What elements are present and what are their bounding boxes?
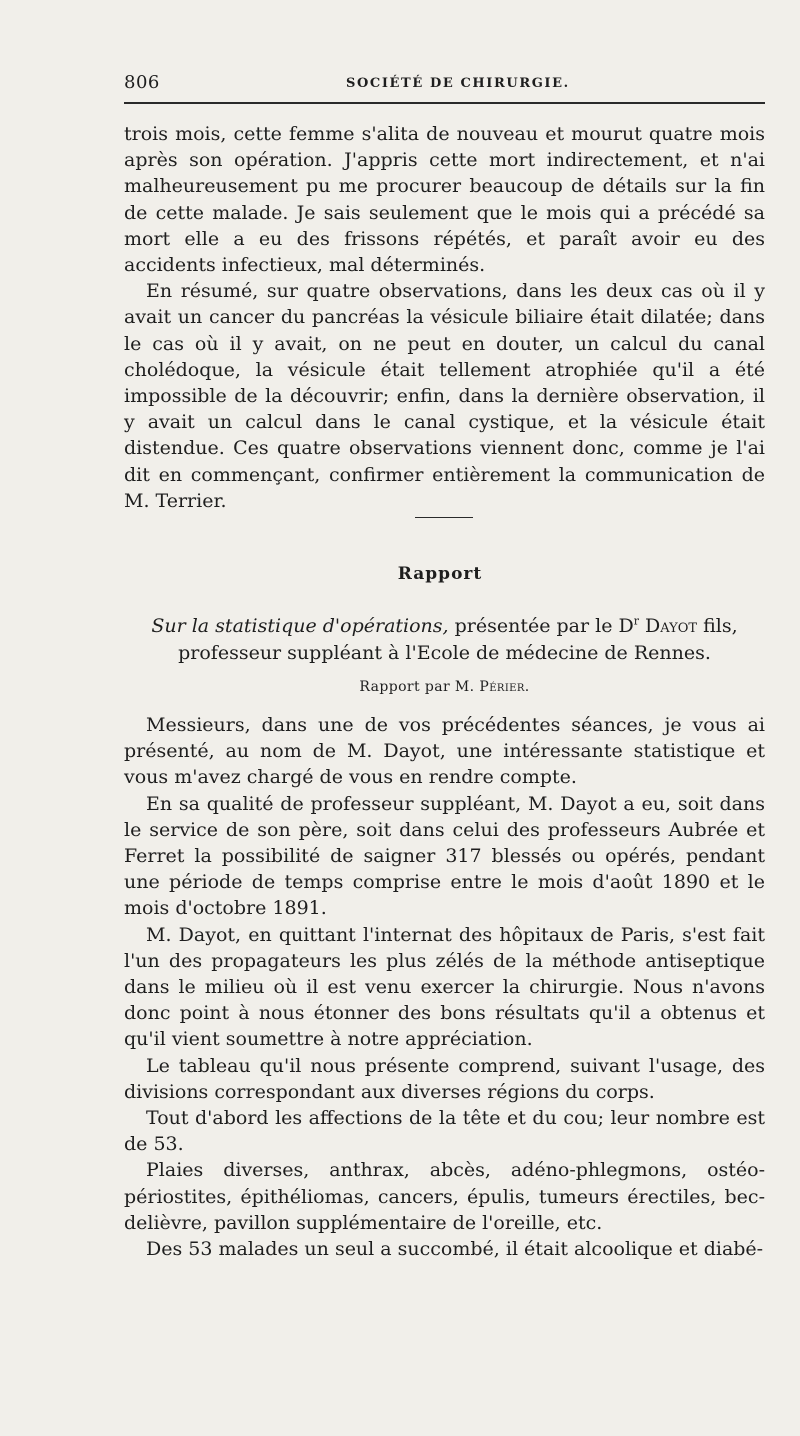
superscript: r bbox=[633, 614, 639, 628]
paragraph: Des 53 malades un seul a succombé, il était alcoolique et diabé- bbox=[146, 1238, 764, 1261]
paragraph: Tout d'abord les affections de la tête et du cou; leur nombre est de 53. bbox=[124, 1107, 765, 1156]
page-number: 806 bbox=[124, 72, 160, 93]
report-body bbox=[124, 712, 765, 1262]
paragraph: Messieurs, dans une de vos précédentes séances, je vous ai présenté, au nom de M. Dayot, une intéressante statistique et vous m'avez chargé de vous en rendre compte. bbox=[124, 714, 765, 789]
paragraph: Plaies diverses, anthrax, abcès, adéno-phlegmons, ostéo-périostites, épithéliomas, cancers, épulis, tumeurs érectiles, bec-delièvre, pavillon supplémentaire de l'oreille, etc. bbox=[124, 1159, 765, 1234]
header-rule bbox=[124, 102, 765, 104]
paragraph: En résumé, sur quatre observations, dans les deux cas où il y avait un cancer du pancréas la vésicule biliaire était dilatée; dans le cas où il y avait, on ne peut en douter, un calcul du canal cholédoque, la vésicule était tellement atrophiée qu'il a été impossible de la découvrir; enfin, dans la dernière observation, il y avait un calcul dans le canal cystique, et la vésicule était distendue. Ces quatre observations viennent donc, comme je l'ai dit en commençant, confirmer entièrement la communication de M. Terrier. bbox=[124, 280, 765, 512]
paragraph: En sa qualité de professeur suppléant, M. Dayot a eu, soit dans le service de son père, soit dans celui des professeurs Aubrée et Ferret la possibilité de saigner 317 blessés ou opérés, pendant une période de temps comprise entre le mois d'août 1890 et le mois d'octobre 1891. bbox=[124, 792, 765, 920]
paragraph: trois mois, cette femme s'alita de nouveau et mourut quatre mois après son opération. J'appris cette mort indirectement, et n'ai malheureusement pu me procurer beaucoup de détails sur la fin de cette malade. Je sais seulement que le mois qui a précédé sa mort elle a eu des frissons répétés, et paraît avoir eu des accidents infectieux, mal déterminés. bbox=[124, 123, 765, 277]
heading-text: présentée par le D bbox=[448, 615, 634, 637]
report-title: Sur la statistique d'opérations, bbox=[151, 615, 449, 637]
section-title: Rapport bbox=[397, 564, 483, 584]
paragraph: Le tableau qu'il nous présente comprend, suivant l'usage, des divisions correspondant aux diverses régions du corps. bbox=[124, 1054, 765, 1103]
heading-text-end: fils, professeur suppléant à l'Ecole de médecine de Rennes. bbox=[178, 615, 738, 664]
author-name: Dayot bbox=[645, 615, 698, 637]
byline-prefix: Rapport par M. bbox=[359, 679, 475, 695]
report-heading bbox=[124, 613, 765, 667]
paragraph: M. Dayot, en quittant l'internat des hôpitaux de Paris, s'est fait l'un des propagateurs les plus zélés de la méthode antiseptique dans le milieu où il est venu exercer la chirurgie. Nous n'avons donc point à nous étonner des bons résultats qu'il a obtenus et qu'il vient soumettre à notre appréciation. bbox=[124, 923, 765, 1051]
section-separator bbox=[415, 517, 473, 518]
previous-article-text bbox=[124, 121, 765, 514]
journal-title: SOCIÉTÉ DE CHIRURGIE. bbox=[346, 76, 570, 91]
running-head bbox=[124, 72, 764, 96]
byline-name: Périer. bbox=[479, 679, 530, 695]
report-byline bbox=[124, 679, 765, 695]
